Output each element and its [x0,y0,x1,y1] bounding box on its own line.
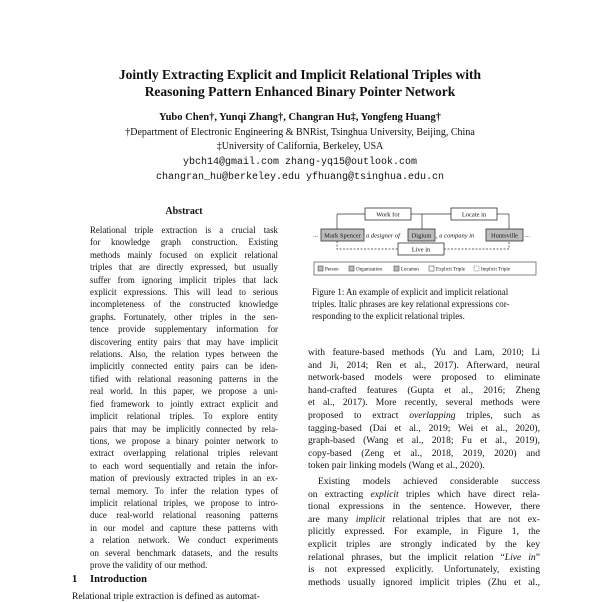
emphasis-implicit: implicit [355,513,386,525]
body-line [308,552,540,565]
legend-swatch-person [318,266,323,271]
abstract-line: explicit expressions. This will lead to serious [90,287,278,298]
abstract-body [90,224,278,571]
legend-swatch-implicit [474,266,479,271]
body-line: network-based models were proposed to eliminate [308,372,540,384]
legend-location: Location [401,267,419,273]
legend-person: Person [325,267,339,273]
abstract-line: incompleteness of the constructed knowledge [90,299,278,310]
abstract-line: tence provide supplementary information for [90,324,278,335]
abstract-line: in our model and capture these patterns with [90,522,278,533]
body-line: tagging-based (Dai et al., 2019; Wei et al., 2020), [308,422,540,434]
author-list: Yubo Chen†, Yunqi Zhang†, Changran Hu‡, Yongfeng Huang† [158,112,442,123]
abstract-line: fied framework to jointly extract explicit and [90,398,278,409]
body-text: relational phrases, but the implicit relation “ [308,551,505,563]
abstract-line: tions, we propose a binary pointer network to [90,435,278,446]
abstract-line: pairs that may be implicitly connected by rela- [90,423,278,434]
title-line-1: Jointly Extracting Explicit and Implicit Relational Triples with [118,67,482,82]
abstract-line: relations. Also, the relation types between the [90,349,278,360]
body-line: methods usually ignored implicit triples (Zhu et al., [308,576,540,588]
legend-swatch-explicit [429,266,434,271]
body-line: et al., 2017). More recently, several methods were [308,397,540,409]
phrase-designer-of: a designer of [366,232,400,240]
entity-digium: Digium [411,232,432,240]
abstract-heading: Abstract [165,206,203,217]
body-line: token pair linking models (Wang et al., 2020). [308,460,485,472]
body-line: hand-crafted features (Gupta et al., 2016; Zheng [308,384,540,396]
abstract-line: discovering entity pairs that may have implicit [90,336,278,347]
abstract-line: methods mainly focused on explicit relational [90,249,278,260]
body-text: proposed to extract [308,409,410,421]
legend-swatch-location [394,266,399,271]
body-text: are many [308,513,356,525]
legend-explicit: Explicit Triple [436,267,466,273]
abstract-line: suffer from ignoring implicit triples that lack [90,274,278,285]
live-in-dashed-right [444,241,509,249]
section-number: 1 [72,574,78,585]
affiliation-tsinghua: †Department of Electronic Engineering & BNRist, Tsinghua University, Beijing, China [125,127,475,138]
abstract-line: extract overlapping relational triples relevant [90,448,278,459]
abstract-line: implicit relational triples. To explore entity [90,411,278,422]
abstract-line: implicitly connected entity pairs can be iden- [90,361,278,372]
entity-huntsville: Huntsville [490,232,519,240]
abstract-line: on several benchmark datasets, and the results [90,547,278,558]
body-line: with feature-based methods (Yu and Lam, 2010; Li [308,347,540,358]
abstract-line: for knowledge graph construction. Existing [90,237,278,248]
body-line: and Ji, 2014; Ren et al., 2017). Afterward, neural [308,359,540,371]
abstract-line: tified with relational reasoning patterns in the [90,373,278,384]
body-text: triples, such as [455,409,540,421]
body-text: on extracting [308,488,371,500]
body-text: relational triples that are not ex- [385,513,541,525]
legend-swatch-organization [349,266,354,271]
introduction-heading [72,574,147,585]
ellipsis-right: ... [525,232,530,239]
body-line: graph-based (Wang et al., 2018; Fu et al., 2019), [308,435,540,447]
body-line [308,489,540,502]
author-emails [60,155,540,185]
relation-work-for: Work for [376,211,400,219]
body-line: tional expressions in the sentence. However, there [308,501,540,513]
abstract-line: triples that are directly expressed, but usually [90,262,278,273]
abstract-line: a relation network. We conduct experiments [90,535,278,546]
figure-1 [312,203,538,279]
legend-organization: Organization [356,267,383,273]
relation-locate-in: Locate in [461,211,487,219]
affiliation-berkeley: ‡University of California, Berkeley, USA [216,141,384,152]
emphasis-explicit: explicit [370,488,399,500]
right-column-body [308,347,540,589]
body-line [308,514,540,527]
abstract-line: mation of previously extracted triples in an ex- [90,473,278,484]
abstract-line: prove the validity of our method. [90,559,208,570]
phrase-company-in: , a company in [436,232,475,240]
legend-implicit: Implicit Triple [481,267,511,273]
abstract-line: to each word sequentially and retain the infor- [90,460,278,471]
body-line: explicit triples are strongly indicated by the key [308,538,540,550]
body-line [308,410,540,423]
abstract-line: graphs. Fortunately, other triples in the sen- [90,311,278,322]
title-line-2: Reasoning Pattern Enhanced Binary Pointer Network [144,84,456,99]
body-text: ” [535,551,540,563]
introduction-first-line: Relational triple extraction is defined as automat- [72,592,260,602]
body-line: plicitly expressed. For example, in Figure 1, the [308,526,540,538]
emails-line-2: changran_hu@berkeley.edu yfhuang@tsinghua.edu.cn [155,172,445,183]
abstract-line: Relational triple extraction is a crucial task [90,225,278,235]
abstract-line: duce real-world relational reasoning patterns [90,510,278,521]
body-line: is not expressed explicitly. Unfortunately, existing [308,564,540,576]
entity-mark-spencer: Mark Spencer [324,232,361,240]
ellipsis-left: ... [313,232,318,239]
emphasis-overlapping: overlapping [409,409,456,421]
figure-caption [312,286,538,322]
abstract-line: real world. In this paper, we propose a uni- [90,386,278,397]
emphasis-live-in: Live in [504,551,536,563]
caption-line: responding to the explicit relational triples. [312,311,465,321]
relation-live-in: Live in [411,246,431,254]
paper-title [60,66,540,100]
section-title: Introduction [90,574,147,585]
body-line: copy-based (Zeng et al., 2018, 2019, 2020) and [308,447,540,459]
live-in-dashed-left [337,241,398,249]
caption-line: triples. Italic phrases are key relational expressions cor- [312,299,510,309]
abstract-line: ternal memory. To infer the relation types of [90,485,278,496]
caption-line: Figure 1: An example of explicit and implicit relational [312,287,509,297]
abstract-line: implicit relational triples, we propose to intro- [90,497,278,508]
body-text: triples which have direct rela- [398,488,540,500]
body-line: Existing models achieved considerable success [318,475,540,487]
emails-line-1: ybch14@gmail.com zhang-yq15@outlook.com [182,157,418,168]
